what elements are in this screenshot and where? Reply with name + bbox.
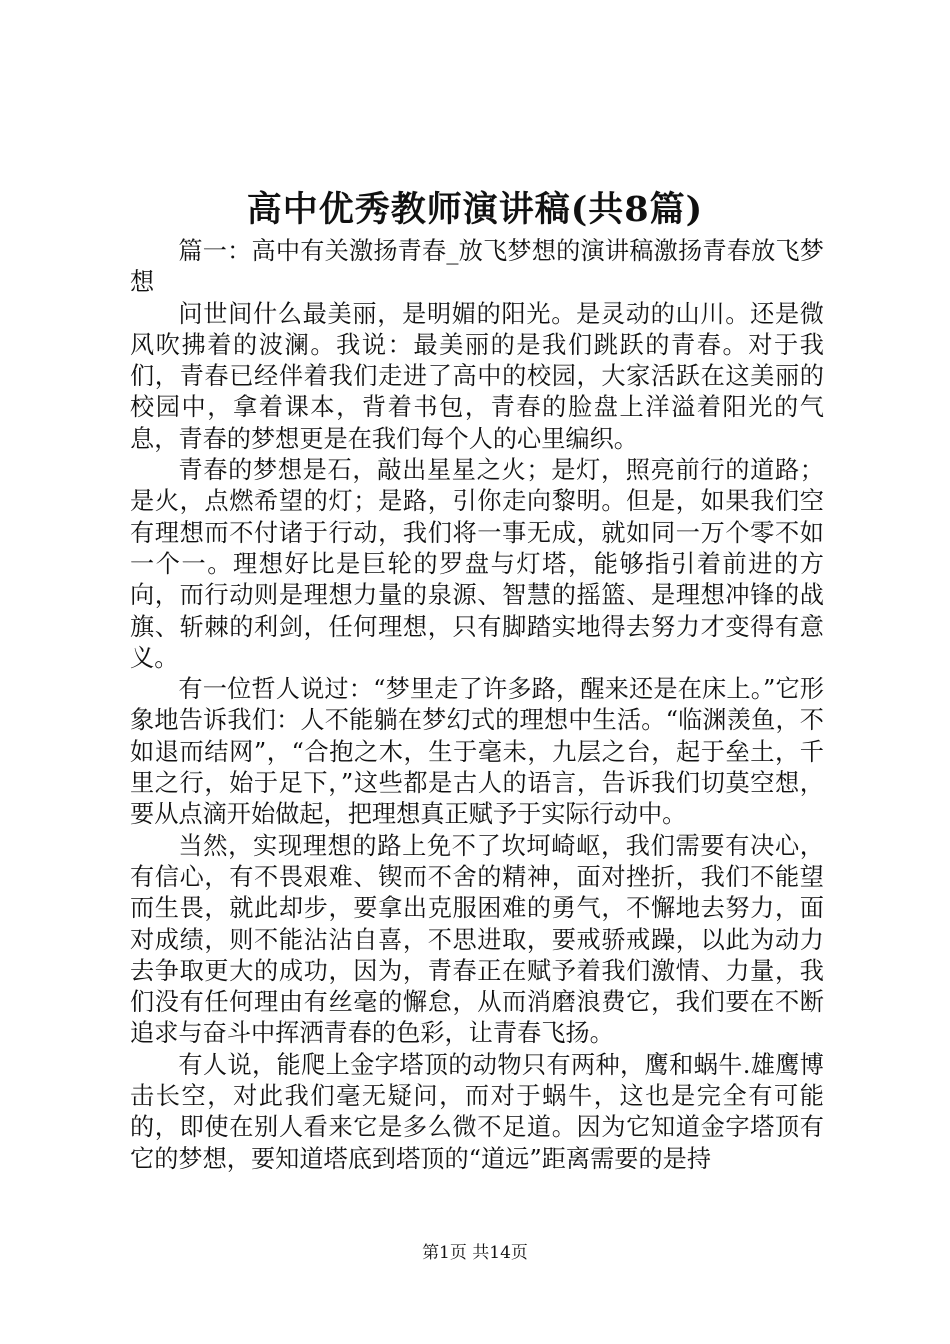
body-paragraph: 青春的梦想是石，敲出星星之火；是灯，照亮前行的道路；是火，点燃希望的灯；是路，引你走向黎明。但是，如果我们空有理想而不付诸于行动，我们将一事无成，就如同一万个零不如一个一。理想好比是巨轮的罗盘与灯塔，能够指引着前进的方向，而行动则是理想力量的泉源、智慧的摇篮、是理想冲锋的战旗、斩棘的利剑，任何理想，只有脚踏实地得去努力才变得有意义。: [130, 456, 824, 672]
page-number-footer: 第1页 共14页: [422, 1243, 528, 1263]
body-paragraph: 当然，实现理想的路上免不了坎坷崎岖，我们需要有决心，有信心，有不畏艰难、锲而不舍的精神，面对挫折，我们不能望而生畏，就此却步，要拿出克服困难的勇气，不懈地去努力，面对成绩，则不能沾沾自喜，不思进取，要戒骄戒躁，以此为动力去争取更大的成功，因为，青春正在赋予着我们激情、力量，我们没有任何理由有丝毫的懈怠，从而消磨浪费它，我们要在不断追求与奋斗中挥洒青春的色彩，让青春飞扬。: [130, 831, 824, 1048]
body-paragraph: 问世间什么最美丽，是明媚的阳光。是灵动的山川。还是微风吹拂着的波澜。我说：最美丽的是我们跳跃的青春。对于我们，青春已经伴着我们走进了高中的校园，大家活跃在这美丽的校园中，拿着课本，背着书包，青春的脸盘上洋溢着阳光的气息，青春的梦想更是在我们每个人的心里编织。: [130, 299, 824, 453]
document-body: [130, 236, 824, 1175]
body-paragraph: 有一位哲人说过：“梦里走了许多路，醒来还是在床上。”它形象地告诉我们：人不能躺在梦幻式的理想中生活。“临渊羡鱼，不如退而结网”，“合抱之木，生于毫未，九层之台，起于垒土，千里之行，始于足下，”这些都是古人的语言，告诉我们切莫空想，要从点滴开始做起，把理想真正赋予于实际行动中。: [130, 675, 824, 829]
document-title: 高中优秀教师演讲稿(共8篇): [246, 189, 704, 230]
section-heading-paragraph: 篇一：高中有关激扬青春_放飞梦想的演讲稿激扬青春放飞梦想: [130, 237, 824, 297]
body-paragraph: 有人说，能爬上金字塔顶的动物只有两种，鹰和蜗牛.雄鹰博击长空，对此我们毫无疑问，而对于蜗牛，这也是完全有可能的，即使在别人看来它是多么微不足道。因为它知道金字塔顶有它的梦想，要知道塔底到塔顶的“道远”距离需要的是持: [130, 1050, 824, 1173]
